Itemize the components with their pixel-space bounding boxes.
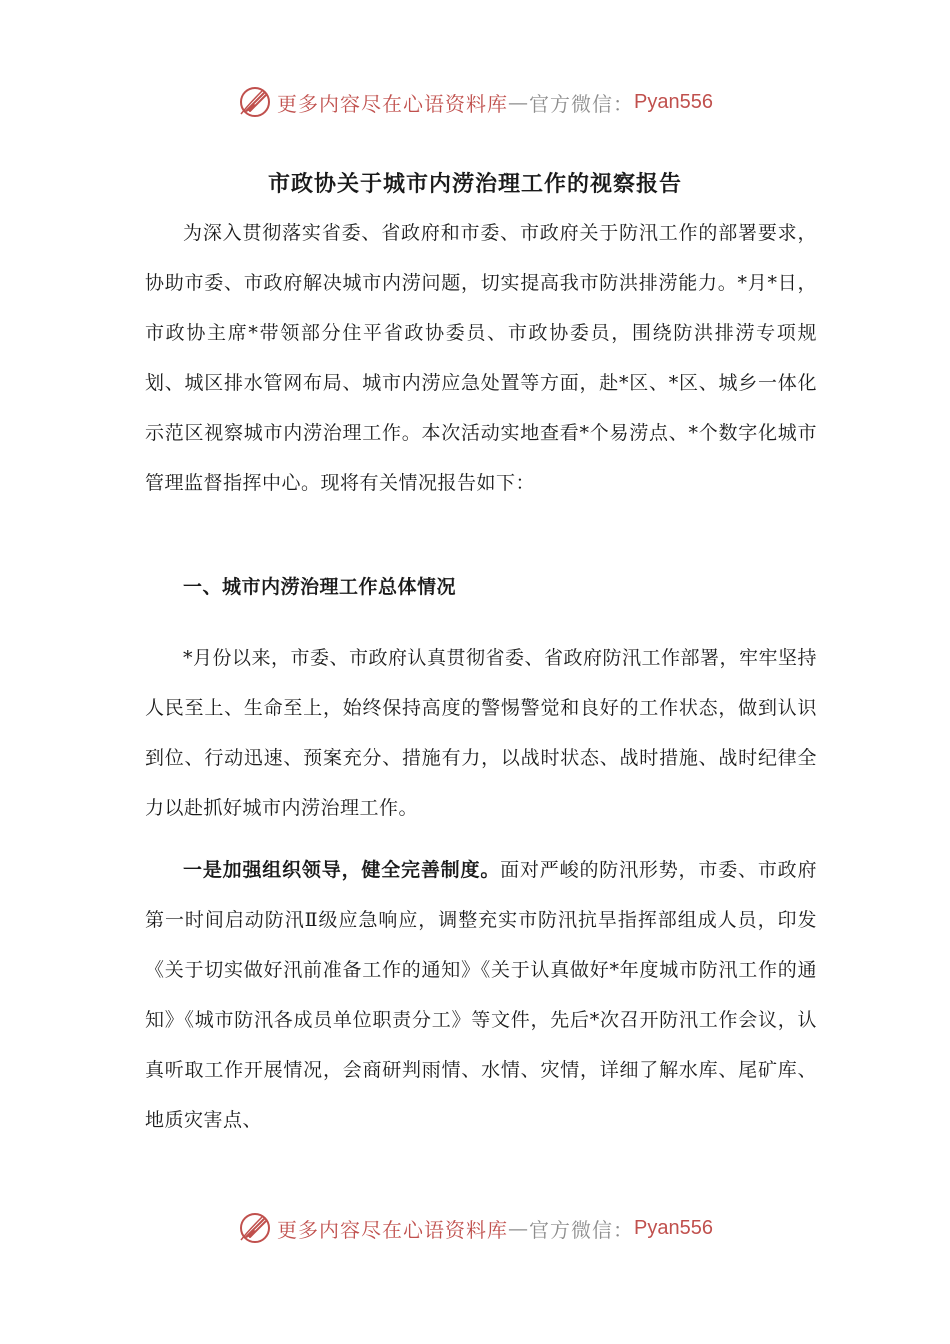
banner-text: 更多内容尽在心语资料库 [277, 91, 509, 116]
point1-body: 面对严峻的防汛形势，市委、市政府第一时间启动防汛Ⅱ级应急响应，调整充实市防汛抗旱指挥部组成人员，印发《关于切实做好汛前准备工作的通知》《关于认真做好*年度城市防汛工作的通知》《城市防汛各成员单位职责分工》等文件，先后*次召开防汛工作会议，认真听取工作开展情况，会商研判雨情、水情、灾情，详细了解水库、尾矿库、地质灾害点、 [145, 859, 817, 1131]
section1-paragraph: *月份以来，市委、市政府认真贯彻省委、省政府防汛工作部署，牢牢坚持人民至上、生命至上，始终保持高度的警惕警觉和良好的工作状态，做到认识到位、行动迅速、预案充分、措施有力，以战时状态、战时措施、战时纪律全力以赴抓好城市内涝治理工作。 [145, 647, 818, 819]
section-heading-1: 一、城市内涝治理工作总体情况 [183, 576, 457, 598]
quill-seal-icon [237, 84, 273, 120]
quill-seal-icon [237, 1210, 273, 1246]
document-title: 市政协关于城市内涝治理工作的视察报告 [267, 170, 682, 197]
banner-official-label: 官方微信： [529, 91, 635, 116]
banner-wechat-id: Pyan556 [634, 1216, 713, 1239]
point1-lead: 一是加强组织领导，健全完善制度。 [183, 859, 501, 881]
banner-dash: — [508, 90, 530, 114]
footer-banner [0, 1208, 950, 1248]
banner-official-label: 官方微信： [529, 1217, 635, 1242]
point1-paragraph [145, 845, 817, 1145]
intro-paragraph: 为深入贯彻落实省委、省政府和市委、市政府关于防汛工作的部署要求，协助市委、市政府解决城市内涝问题，切实提高我市防洪排涝能力。*月*日，市政协主席*带领部分住平省政协委员、市政协委员，围绕防洪排涝专项规划、城区排水管网布局、城市内涝应急处置等方面，赴*区、*区、城乡一体化示范区视察城市内涝治理工作。本次活动实地查看*个易涝点、*个数字化城市管理监督指挥中心。现将有关情况报告如下： [145, 222, 817, 494]
banner-dash: — [508, 1216, 530, 1240]
banner-wechat-id: Pyan556 [634, 90, 713, 113]
banner-text: 更多内容尽在心语资料库 [277, 1217, 509, 1242]
header-banner [0, 82, 950, 122]
